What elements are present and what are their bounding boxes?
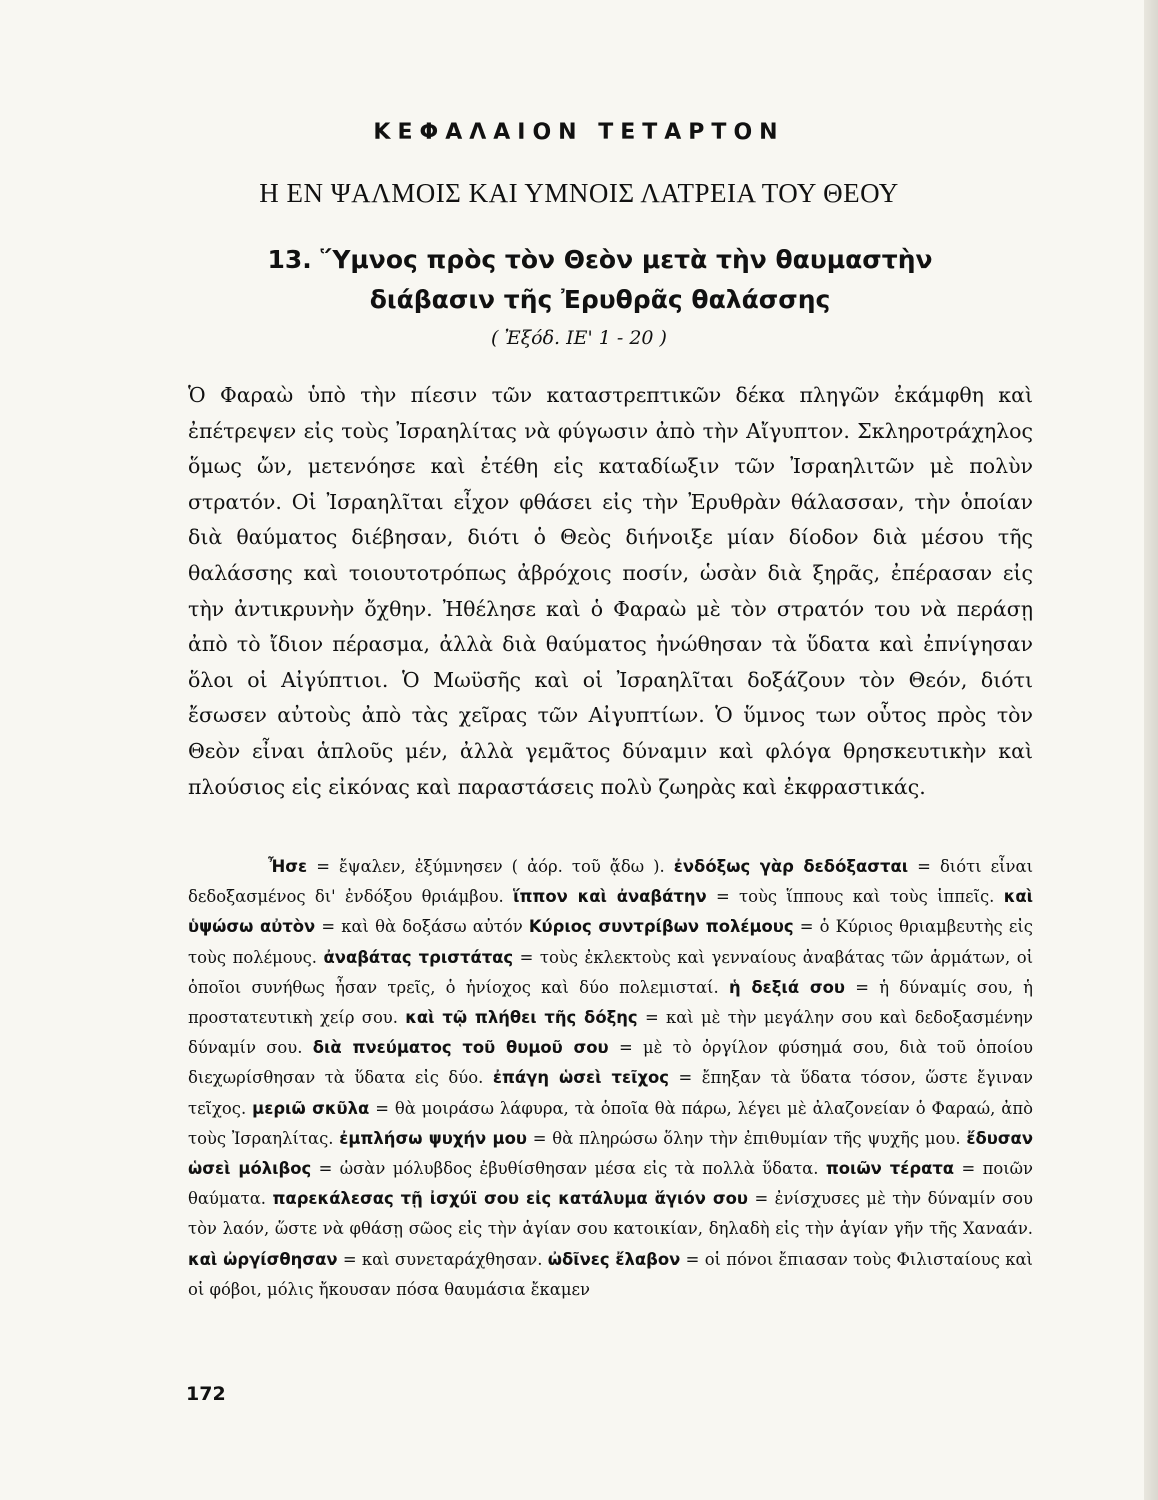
note-gloss: = θὰ πληρώσω ὅλην τὴν ἐπιθυμίαν τῆς ψυχῆς μου. xyxy=(526,1128,967,1148)
note-gloss: = ἐνίσχυσες μὲ τὴν δύναμίν σου τὸν λαόν, ὥστε νὰ φθάσῃ σῶος εἰς τὴν ἁγίαν σου κατοικίαν, δηλαδὴ εἰς τὴν ἁγίαν γῆν τῆς Χαναάν. xyxy=(188,1189,1033,1239)
note-gloss: = οἱ πόνοι ἔπιασαν τοὺς Φιλισταίους καὶ οἱ φόβοι, μόλις ἤκουσαν πόσα θαυμάσια ἔκαμεν xyxy=(188,1249,1033,1299)
note-term: ἔδυσαν ὡσεὶ μόλιβος xyxy=(188,1128,1033,1179)
scripture-reference: ( Ἐξόδ. ΙΕ' 1 - 20 ) xyxy=(491,327,667,349)
note-gloss: = καὶ θὰ δοξάσω αὐτόν xyxy=(315,917,529,937)
note-gloss: = ἔψαλεν, ἐξύμνησεν ( ἀόρ. τοῦ ᾄδω ). xyxy=(307,857,674,876)
note-term: μεριῶ σκῦλα xyxy=(252,1098,370,1118)
note-term: ἐπάγη ὡσεὶ τεῖχος xyxy=(492,1068,669,1088)
section-title-line-2: διάβασιν τῆς Ἐρυθρᾶς θαλάσσης xyxy=(369,285,831,314)
note-gloss: = ἡ δύναμίς σου, ἡ προστατευτικὴ χείρ σου. xyxy=(188,977,1033,1028)
section-title-line-1: 13. Ὕμνος πρὸς τὸν Θεὸν μετὰ τὴν θαυμαστὴν xyxy=(267,245,933,274)
note-term: καὶ ὠργίσθησαν xyxy=(188,1249,338,1269)
note-term: ἐμπλήσω ψυχήν μου xyxy=(339,1128,527,1148)
chapter-heading: Η ΕΝ ΨΑΛΜΟΙΣ ΚΑΙ ΥΜΝΟΙΣ ΛΑΤΡΕΙΑ ΤΟΥ ΘΕΟΥ xyxy=(259,178,899,208)
note-gloss: = μὲ τὸ ὀργίλον φύσημά σου, διὰ τοῦ ὁποίου διεχωρίσθησαν τὰ ὕδατα εἰς δύο. xyxy=(188,1038,1034,1088)
note-gloss: = καὶ μὲ τὴν μεγάλην σου καὶ δεδοξασμένην δύναμίν σου. xyxy=(188,1008,1033,1058)
notes-paragraph xyxy=(188,852,1033,1305)
glossary-notes xyxy=(188,852,1033,1305)
note-gloss: = τοὺς ἐκλεκτοὺς καὶ γενναίους ἀναβάτας τῶν ἁρμάτων, οἱ ὁποῖοι συνήθως ἦσαν τρεῖς, ὁ ἡνίοχος καὶ δύο πολεμισταί. xyxy=(188,947,1034,997)
note-term: ὠδῖνες ἔλαβον xyxy=(547,1249,681,1269)
note-gloss: = ὡσὰν μόλυβδος ἐβυθίσθησαν μέσα εἰς τὰ πολλὰ ὕδατα. xyxy=(311,1159,826,1179)
note-gloss: = διότι εἶναι δεδοξασμένος δι' ἐνδόξου θριάμβου. xyxy=(188,857,1034,907)
note-gloss: = θὰ μοιράσω λάφυρα, τὰ ὁποῖα θὰ πάρω, λέγει μὲ ἀλαζονείαν ὁ Φαραώ, ἀπὸ τοὺς Ἰσραηλίτας. xyxy=(188,1098,1033,1148)
note-gloss: = τοὺς ἵππους καὶ τοὺς ἱππεῖς. xyxy=(706,887,1004,907)
note-term: ἀναβάτας τριστάτας xyxy=(323,947,514,967)
page-edge xyxy=(1144,0,1158,1500)
body-text xyxy=(188,378,1033,805)
note-term: ποιῶν τέρατα xyxy=(825,1159,955,1179)
section-title xyxy=(230,240,970,320)
note-gloss: = καὶ συνεταράχθησαν. xyxy=(337,1249,548,1269)
note-term: ἵππον καὶ ἀναβάτην xyxy=(513,887,707,907)
note-gloss: = ποιῶν θαύματα. xyxy=(188,1159,1033,1209)
note-term: καὶ τῷ πλήθει τῆς δόξης xyxy=(405,1008,638,1028)
page-number: 172 xyxy=(186,1383,226,1405)
note-gloss: = ἔπηξαν τὰ ὕδατα τόσον, ὥστε ἔγιναν τεῖχος. xyxy=(188,1068,1033,1118)
note-term: παρεκάλεσας τῇ ἰσχύϊ σου εἰς κατάλυμα ἅγιόν σου xyxy=(272,1189,748,1209)
note-term: ἐνδόξως γὰρ δεδόξασται xyxy=(673,857,909,876)
note-term: Κύριος συντρίβων πολέμους xyxy=(528,917,794,937)
body-paragraph: Ὁ Φαραὼ ὑπὸ τὴν πίεσιν τῶν καταστρεπτικῶν δέκα πληγῶν ἐκάμφθη καὶ ἐπέτρεψεν εἰς τοὺς Ἰσραηλίτας νὰ φύγωσιν ἀπὸ τὴν Αἴγυπτον. Σκληροτράχηλος ὅμως ὤν, μετενόησε καὶ ἐτέθη εἰς καταδίωξιν τῶν Ἰσραηλιτῶν μὲ πολὺν στρατόν. Οἱ Ἰσραηλῖται εἶχον φθάσει εἰς τὴν Ἐρυθρὰν θάλασσαν, τὴν ὁποίαν διὰ θαύματος διέβησαν, διότι ὁ Θεὸς διήνοιξε μίαν δίοδον διὰ μέσου τῆς θαλάσσης καὶ τοιουτοτρόπως ἀβρόχοις ποσίν, ὡσὰν διὰ ξηρᾶς, ἐπέρασαν εἰς τὴν ἀντικρυνὴν ὄχθην. Ἠθέλησε καὶ ὁ Φαραὼ μὲ τὸν στρατόν του νὰ περάσῃ ἀπὸ τὸ ἴδιον πέρασμα, ἀλλὰ διὰ θαύματος ἠνώθησαν τὰ ὕδατα καὶ ἐπνίγησαν ὅλοι οἱ Αἰγύπτιοι. Ὁ Μωϋσῆς καὶ οἱ Ἰσραηλῖται δοξάζουν τὸν Θεόν, διότι ἔσωσεν αὐτοὺς ἀπὸ τὰς χεῖρας τῶν Αἰγυπτίων. Ὁ ὕμνος των οὗτος πρὸς τὸν Θεὸν εἶναι ἁπλοῦς μέν, ἀλλὰ γεμᾶτος δύναμιν καὶ φλόγα θρησκευτικὴν καὶ πλούσιος εἰς εἰκόνας καὶ παραστάσεις πολὺ ζωηρὰς καὶ ἐκφραστικάς. xyxy=(188,383,1033,799)
note-gloss: = ὁ Κύριος θριαμβευτὴς εἰς τοὺς πολέμους. xyxy=(188,917,1033,967)
note-term: Ἦσε xyxy=(268,857,308,876)
chapter-title: ΚΕΦΑΛΑΙΟΝ ΤΕΤΑΡΤΟΝ xyxy=(373,120,785,145)
note-term: διὰ πνεύματος τοῦ θυμοῦ σου xyxy=(312,1038,609,1058)
note-term: καὶ ὑψώσω αὐτὸν xyxy=(188,887,1033,937)
note-term: ἡ δεξιά σου xyxy=(728,977,845,997)
